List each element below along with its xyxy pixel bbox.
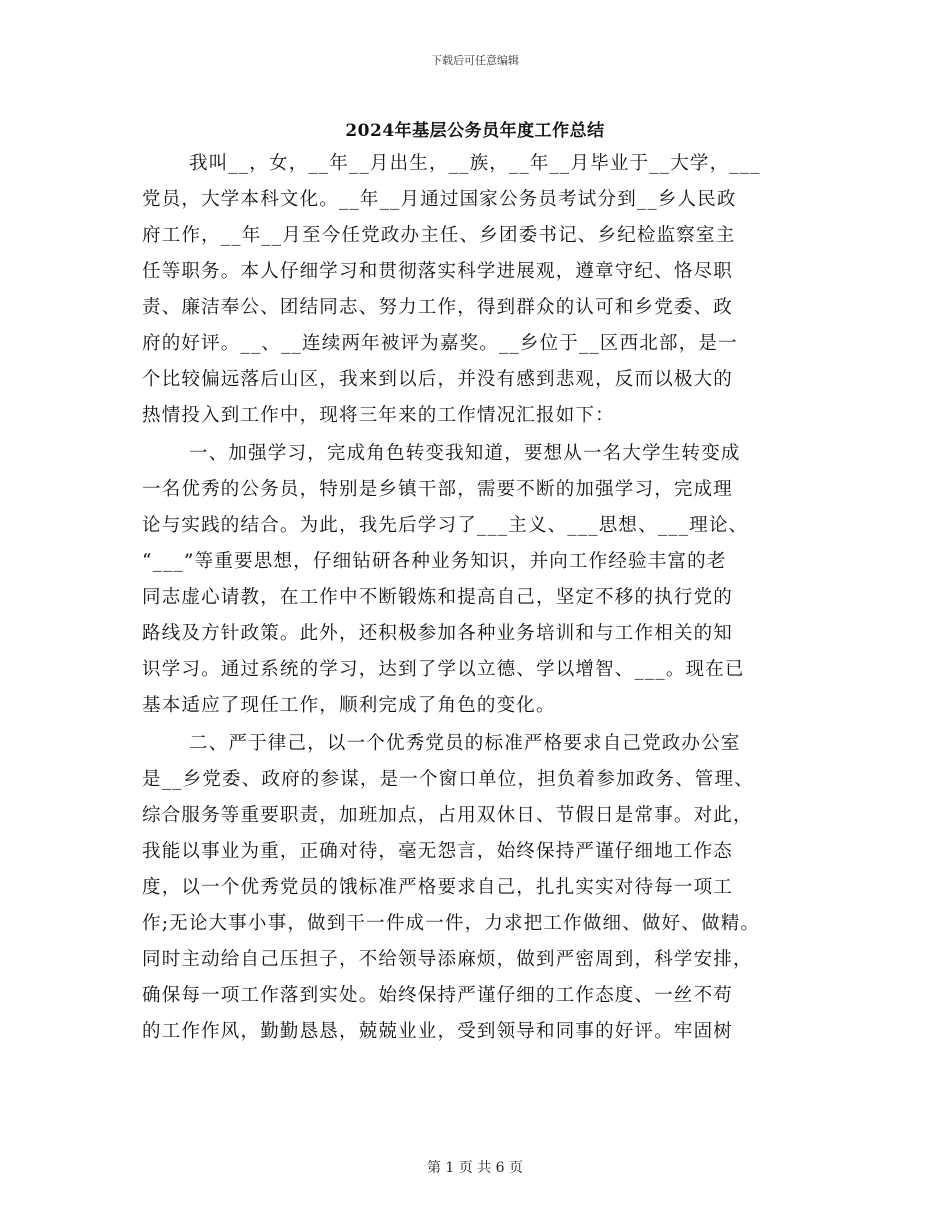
body-line: 路线及方针政策。此外，还积极参加各种业务培训和与工作相关的知 bbox=[142, 623, 734, 644]
body-line: 同时主动给自己压担子，不给领导添麻烦，做到严密周到，科学安排， bbox=[142, 949, 753, 970]
document-title: 2024年基层公务员年度工作总结 bbox=[345, 121, 605, 141]
body-line: 二、严于律己，以一个优秀党员的标准严格要求自己党政办公室 bbox=[189, 733, 741, 754]
body-line: 是__乡党委、政府的参谋，是一个窗口单位，担负着参加政务、管理、 bbox=[142, 769, 754, 790]
body-line: 一名优秀的公务员，特别是乡镇干部，需要不断的加强学习，完成理 bbox=[142, 479, 734, 500]
body-line: 论与实践的结合。为此，我先后学习了___主义、___思想、___理论、 bbox=[142, 515, 749, 536]
header-note: 下载后可任意编辑 bbox=[431, 54, 519, 67]
body-line: 作;无论大事小事，做到干一件成一件，力求把工作做细、做好、做精。 bbox=[142, 913, 761, 934]
body-line: 的工作作风，勤勤恳恳，兢兢业业，受到领导和同事的好评。牢固树 bbox=[142, 1021, 734, 1042]
body-line: 责、廉洁奉公、团结同志、努力工作，得到群众的认可和乡党委、政 bbox=[142, 297, 734, 318]
body-line: 同志虚心请教，在工作中不断锻炼和提高自己，坚定不移的执行党的 bbox=[142, 587, 734, 608]
body-line: 一、加强学习，完成角色转变我知道，要想从一名大学生转变成 bbox=[189, 443, 741, 464]
body-line: 识学习。通过系统的学习，达到了学以立德、学以增智、___。现在已 bbox=[142, 659, 745, 680]
body-line: 党员，大学本科文化。__年__月通过国家公务员考试分到__乡人民政 bbox=[142, 189, 737, 210]
body-line: 任等职务。本人仔细学习和贯彻落实科学进展观，遵章守纪、恪尽职 bbox=[142, 261, 734, 282]
body-line: 府工作，__年__月至今任党政办主任、乡团委书记、乡纪检监察室主 bbox=[142, 225, 736, 246]
body-line: 热情投入到工作中，现将三年来的工作情况汇报如下： bbox=[142, 405, 615, 426]
body-line: 府的好评。__、__连续两年被评为嘉奖。__乡位于__区西北部，是一 bbox=[142, 333, 738, 354]
body-line: 基本适应了现任工作，顺利完成了角色的变化。 bbox=[142, 695, 556, 716]
body-line: 我能以事业为重，正确对待，毫无怨言，始终保持严谨仔细地工作态 bbox=[142, 841, 734, 862]
body-line: 度，以一个优秀党员的饿标准严格要求自己，扎扎实实对待每一项工 bbox=[142, 877, 734, 898]
body-line: 个比较偏远落后山区，我来到以后，并没有感到悲观，反而以极大的 bbox=[142, 369, 734, 390]
body-line: 确保每一项工作落到实处。始终保持严谨仔细的工作态度、一丝不苟 bbox=[142, 985, 734, 1006]
body-line: “___”等重要思想，仔细钻研各种业务知识，并向工作经验丰富的老 bbox=[142, 551, 727, 572]
page-footer: 第 1 页 共 6 页 bbox=[426, 1160, 524, 1176]
body-line: 综合服务等重要职责，加班加点，占用双休日、节假日是常事。对此， bbox=[142, 805, 753, 826]
body-line: 我叫__，女，__年__月出生，__族，__年__月毕业于__大学，___ bbox=[189, 153, 761, 174]
